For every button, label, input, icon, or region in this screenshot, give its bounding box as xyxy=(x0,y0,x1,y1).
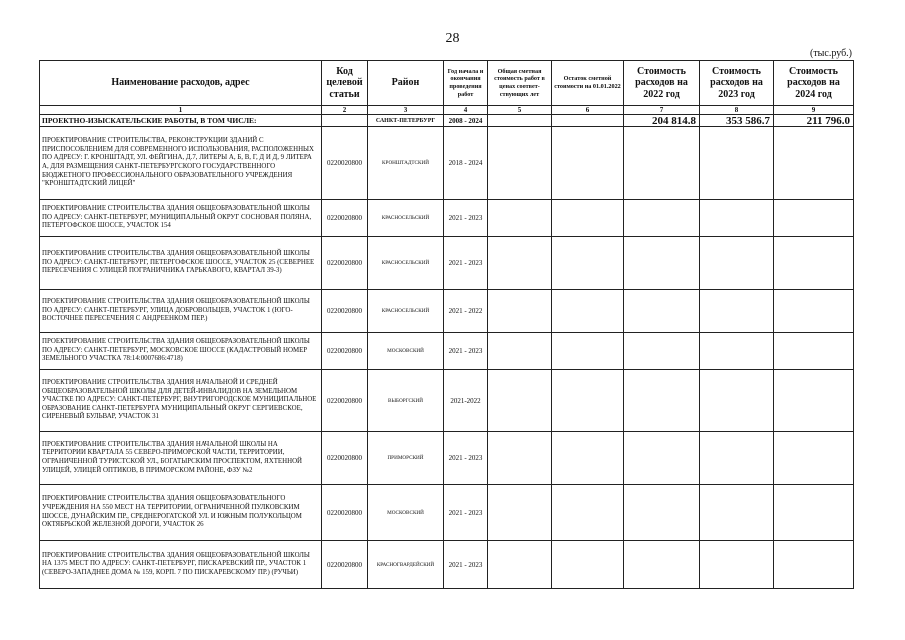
summary-cost-2024: 211 796.0 xyxy=(774,115,854,127)
empty-cell xyxy=(700,200,774,237)
row-period: 2021 - 2023 xyxy=(444,200,488,237)
empty-cell xyxy=(774,370,854,432)
row-period: 2018 - 2024 xyxy=(444,127,488,200)
column-number: 8 xyxy=(700,106,774,115)
budget-table xyxy=(39,60,854,589)
empty-cell xyxy=(488,541,552,589)
summary-row xyxy=(40,115,854,127)
empty-cell xyxy=(488,200,552,237)
row-code: 0220020800 xyxy=(322,290,368,333)
table-row xyxy=(40,127,854,200)
empty-cell xyxy=(488,333,552,370)
empty-cell xyxy=(700,485,774,541)
row-description: ПРОЕКТИРОВАНИЕ СТРОИТЕЛЬСТВА ЗДАНИЯ ОБЩЕОБРАЗОВАТЕЛЬНОЙ ШКОЛЫ ПО АДРЕСУ: САНКТ-ПЕТЕРБУРГ, УЛИЦА ДОБРОВОЛЬЦЕВ, УЧАСТОК 1 (ЮГО-ВОСТОЧНЕЕ ПЕРЕСЕЧЕНИЯ С АНДРЕЕНКОМ ПЕР.) xyxy=(40,290,322,333)
table-row xyxy=(40,485,854,541)
row-code: 0220020800 xyxy=(322,333,368,370)
header-code: Код целевой статьи xyxy=(322,61,368,106)
empty-cell xyxy=(624,237,700,290)
empty-cell xyxy=(700,237,774,290)
summary-cost-2022: 204 814.8 xyxy=(624,115,700,127)
empty-cell xyxy=(774,541,854,589)
empty-cell xyxy=(624,432,700,485)
row-description: ПРОЕКТИРОВАНИЕ СТРОИТЕЛЬСТВА ЗДАНИЯ НАЧАЛЬНОЙ ШКОЛЫ НА ТЕРРИТОРИИ КВАРТАЛА 55 СЕВЕРО-ПРИМОРСКОЙ ЧАСТИ, ТЕРРИТОРИИ, ОГРАНИЧЕННОЙ ТУРИСТСКОЙ УЛ., БОГАТЫРСКИМ ПРОСПЕКТОМ, ЯХТЕННОЙ УЛИЦЕЙ, УЛИЦЕЙ ОПТИКОВ, В ПРИМОРСКОМ РАЙОНЕ, ФЗУ №2 xyxy=(40,432,322,485)
empty-cell xyxy=(552,290,624,333)
column-number-row xyxy=(40,106,854,115)
empty-cell xyxy=(774,200,854,237)
empty-cell xyxy=(488,237,552,290)
header-period: Год начала и окончания проведения работ xyxy=(444,61,488,106)
table-row xyxy=(40,290,854,333)
row-district: МОСКОВСКИЙ xyxy=(368,485,444,541)
empty-cell xyxy=(488,370,552,432)
header-cost-2024: Стоимость расходов на 2024 год xyxy=(774,61,854,106)
column-number: 1 xyxy=(40,106,322,115)
empty-cell xyxy=(774,432,854,485)
row-code: 0220020800 xyxy=(322,237,368,290)
column-number: 6 xyxy=(552,106,624,115)
header-total-cost: Общая сметная стоимость работ в ценах соответ-ствующих лет xyxy=(488,61,552,106)
header-cost-2022: Стоимость расходов на 2022 год xyxy=(624,61,700,106)
empty-cell xyxy=(552,370,624,432)
empty-cell xyxy=(552,200,624,237)
empty-cell xyxy=(774,127,854,200)
row-code: 0220020800 xyxy=(322,541,368,589)
empty-cell xyxy=(700,290,774,333)
row-period: 2021 - 2023 xyxy=(444,541,488,589)
empty-cell xyxy=(624,127,700,200)
row-period: 2021 - 2023 xyxy=(444,485,488,541)
empty-cell xyxy=(774,333,854,370)
row-code: 0220020800 xyxy=(322,200,368,237)
row-district: КРАСНОСЕЛЬСКИЙ xyxy=(368,290,444,333)
row-district: КРАСНОСЕЛЬСКИЙ xyxy=(368,237,444,290)
row-district: КРОНШТАДТСКИЙ xyxy=(368,127,444,200)
empty-cell xyxy=(774,237,854,290)
row-period: 2021 - 2023 xyxy=(444,237,488,290)
row-description: ПРОЕКТИРОВАНИЕ СТРОИТЕЛЬСТВА ЗДАНИЯ НАЧАЛЬНОЙ И СРЕДНЕЙ ОБЩЕОБРАЗОВАТЕЛЬНОЙ ШКОЛЫ ДЛЯ ДЕТЕЙ-ИНВАЛИДОВ НА ЗЕМЕЛЬНОМ УЧАСТКЕ ПО АДРЕСУ: САНКТ-ПЕТЕРБУРГ, ВНУТРИГОРОДСКОЕ МУНИЦИПАЛЬНОЕ ОБРАЗОВАНИЕ САНКТ-ПЕТЕРБУРГА МУНИЦИПАЛЬНЫЙ ОКРУГ СЕРГИЕВСКОЕ, СИРЕНЕВЫЙ БУЛЬВАР, УЧАСТОК 31 xyxy=(40,370,322,432)
empty-cell xyxy=(700,541,774,589)
summary-district: САНКТ-ПЕТЕРБУРГ xyxy=(368,115,444,127)
row-district: КРАСНОСЕЛЬСКИЙ xyxy=(368,200,444,237)
empty-cell xyxy=(700,127,774,200)
empty-cell xyxy=(552,237,624,290)
empty-cell xyxy=(488,485,552,541)
header-cost-2023: Стоимость расходов на 2023 год xyxy=(700,61,774,106)
row-district: КРАСНОГВАРДЕЙСКИЙ xyxy=(368,541,444,589)
row-district: ПРИМОРСКИЙ xyxy=(368,432,444,485)
empty-cell xyxy=(488,290,552,333)
summary-period: 2008 - 2024 xyxy=(444,115,488,127)
row-description: ПРОЕКТИРОВАНИЕ СТРОИТЕЛЬСТВА ЗДАНИЯ ОБЩЕОБРАЗОВАТЕЛЬНОЙ ШКОЛЫ ПО АДРЕСУ: САНКТ-ПЕТЕРБУРГ, МОСКОВСКОЕ ШОССЕ (КАДАСТРОВЫЙ НОМЕР ЗЕМЕЛЬНОГО УЧАСТКА 78:14:0007686:4718) xyxy=(40,333,322,370)
row-district: МОСКОВСКИЙ xyxy=(368,333,444,370)
empty-cell xyxy=(552,127,624,200)
empty-cell xyxy=(624,541,700,589)
column-number: 4 xyxy=(444,106,488,115)
empty-cell xyxy=(700,432,774,485)
row-district: ВЫБОРГСКИЙ xyxy=(368,370,444,432)
empty-cell xyxy=(624,333,700,370)
row-description: ПРОЕКТИРОВАНИЕ СТРОИТЕЛЬСТВА ЗДАНИЯ ОБЩЕОБРАЗОВАТЕЛЬНОЙ ШКОЛЫ НА 1375 МЕСТ ПО АДРЕСУ: САНКТ-ПЕТЕРБУРГ, ПИСКАРЕВСКИЙ ПР., УЧАСТОК 1 (СЕВЕРО-ЗАПАДНЕЕ ДОМА № 159, КОРП. 7 ПО ПИСКАРЕВСКОМУ ПР.) (РУЧЬИ) xyxy=(40,541,322,589)
table-row xyxy=(40,432,854,485)
empty-cell xyxy=(700,370,774,432)
column-number: 7 xyxy=(624,106,700,115)
empty-cell xyxy=(624,370,700,432)
table-row xyxy=(40,370,854,432)
empty-cell xyxy=(700,333,774,370)
header-remaining-cost: Остаток сметной стоимости на 01.01.2022 xyxy=(552,61,624,106)
row-description: ПРОЕКТИРОВАНИЕ СТРОИТЕЛЬСТВА ЗДАНИЯ ОБЩЕОБРАЗОВАТЕЛЬНОГО УЧРЕЖДЕНИЯ НА 550 МЕСТ НА ТЕРРИТОРИИ, ОГРАНИЧЕННОЙ ПУЛКОВСКИМ ШОССЕ, ДУНАЙСКИМ ПР., СРЕДНЕРОГАТСКОЙ УЛ. И ЮЖНЫМ ПОЛУКОЛЬЦОМ ОКТЯБРЬСКОЙ ЖЕЛЕЗНОЙ ДОРОГИ, УЧАСТОК 26 xyxy=(40,485,322,541)
table-row xyxy=(40,333,854,370)
row-code: 0220020800 xyxy=(322,127,368,200)
table-row xyxy=(40,200,854,237)
table-body xyxy=(40,127,854,589)
header-row xyxy=(40,61,854,106)
empty-cell xyxy=(552,432,624,485)
column-number: 2 xyxy=(322,106,368,115)
column-number: 9 xyxy=(774,106,854,115)
header-name: Наименование расходов, адрес xyxy=(40,61,322,106)
row-period: 2021 - 2022 xyxy=(444,290,488,333)
empty-cell xyxy=(774,485,854,541)
row-period: 2021 - 2023 xyxy=(444,432,488,485)
row-period: 2021 - 2023 xyxy=(444,333,488,370)
empty-cell xyxy=(552,485,624,541)
table-row xyxy=(40,237,854,290)
row-period: 2021-2022 xyxy=(444,370,488,432)
page-number: 28 xyxy=(445,31,460,46)
empty-cell xyxy=(488,432,552,485)
row-code: 0220020800 xyxy=(322,370,368,432)
empty-cell xyxy=(488,127,552,200)
row-description: ПРОЕКТИРОВАНИЕ СТРОИТЕЛЬСТВА ЗДАНИЯ ОБЩЕОБРАЗОВАТЕЛЬНОЙ ШКОЛЫ ПО АДРЕСУ: САНКТ-ПЕТЕРБУРГ, МУНИЦИПАЛЬНЫЙ ОКРУГ СОСНОВАЯ ПОЛЯНА, ПЕТЕРГОФСКОЕ ШОССЕ, УЧАСТОК 154 xyxy=(40,200,322,237)
summary-name: ПРОЕКТНО-ИЗЫСКАТЕЛЬСКИЕ РАБОТЫ, В ТОМ ЧИСЛЕ: xyxy=(40,115,322,127)
unit-label: (тыс.руб.) xyxy=(809,48,852,59)
empty-cell xyxy=(624,200,700,237)
row-code: 0220020800 xyxy=(322,432,368,485)
row-description: ПРОЕКТИРОВАНИЕ СТРОИТЕЛЬСТВА ЗДАНИЯ ОБЩЕОБРАЗОВАТЕЛЬНОЙ ШКОЛЫ ПО АДРЕСУ: САНКТ-ПЕТЕРБУРГ, ПЕТЕРГОФСКОЕ ШОССЕ, УЧАСТОК 25 (СЕВЕРНЕЕ ПЕРЕСЕЧЕНИЯ С УЛИЦЕЙ ПОГРАНИЧНИКА ГАРЬКАВОГО, КВАРТАЛ 39-3) xyxy=(40,237,322,290)
column-number: 3 xyxy=(368,106,444,115)
empty-cell xyxy=(552,333,624,370)
row-code: 0220020800 xyxy=(322,485,368,541)
empty-cell xyxy=(774,290,854,333)
row-description: ПРОЕКТИРОВАНИЕ СТРОИТЕЛЬСТВА, РЕКОНСТРУКЦИИ ЗДАНИЙ С ПРИСПОСОБЛЕНИЕМ ДЛЯ СОВРЕМЕННОГО ИСПОЛЬЗОВАНИЯ, РАСПОЛОЖЕННЫХ ПО АДРЕСУ: Г. КРОНШТАДТ, УЛ. ФЕЙГИНА, Д.7, ЛИТЕРЫ А, Б, В, Г, Д И Д, 9 ЛИТЕРА А, ДЛЯ РАЗМЕЩЕНИЯ САНКТ-ПЕТЕРБУРГСКОГО ГОСУДАРСТВЕННОГО БЮДЖЕТНОГО ПРОФЕССИОНАЛЬНОГО ОБРАЗОВАТЕЛЬНОГО УЧРЕЖДЕНИЯ "КРОНШТАДТСКИЙ ЛИЦЕЙ" xyxy=(40,127,322,200)
column-number: 5 xyxy=(488,106,552,115)
summary-cost-2023: 353 586.7 xyxy=(700,115,774,127)
table-row xyxy=(40,541,854,589)
header-district: Район xyxy=(368,61,444,106)
empty-cell xyxy=(624,290,700,333)
empty-cell xyxy=(552,541,624,589)
empty-cell xyxy=(624,485,700,541)
